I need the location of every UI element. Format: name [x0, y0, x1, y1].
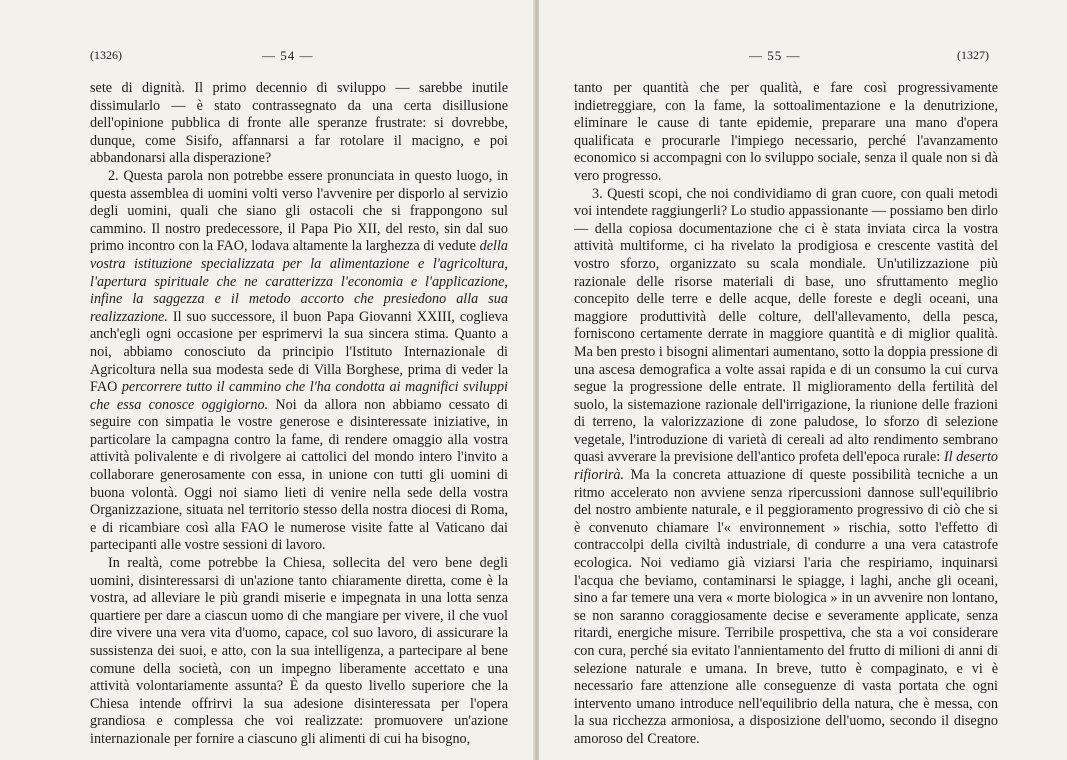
- left-text-column: [90, 80, 508, 749]
- right-page-number: — 55 —: [749, 48, 801, 63]
- body-text: Ma la concreta attuazione di queste possibilità tecniche a un ritmo accelerato non avviene senza ripercussioni dannose sull'equilibrio del nostro ambiente naturale, e il peggioramento progressivo di ciò che si è convenuto chiamare l'« environnement » rischia, sotto l'effetto di contraccolpi della civiltà industriale, di condurre a una vera catastrofe ecologica. Noi vediamo già viziarsi l'aria che respiriamo, inquinarsi l'acqua che beviamo, contaminarsi le spiagge, i laghi, anche gli oceani, sino a far temere una vera « morte biologica » in un avvenire non lontano, se non saranno coraggiosamente decise e severamente applicate, senza ritardi, energiche misure. Terribile prospettiva, che sta a voi considerare con cura, perché sia evitato l'annientamento del frutto di milioni di anni di selezione naturale e umana. In breve, tutto è compaginato, e vi è necessario fare attenzione alle conseguenze di vasta portata che ogni intervento umano introduce nell'equilibrio della natura, che è messa, con la sua ricchezza armoniosa, a disposizione dell'uomo, secondo il disegno amoroso del Creatore.: [574, 467, 998, 747]
- paragraph: [574, 80, 998, 186]
- italic-text: Il deserto rifiorirà.: [574, 449, 998, 484]
- paragraph: [90, 80, 508, 168]
- body-text: Il suo successore, il buon Papa Giovanni XXIII, coglieva anch'egli ogni occasione per esprimervi la sua sincera stima. Quanto a noi, abbiamo conosciuto da principio l'Istituto Internazionale di Agricoltura nella sua modesta sede di Villa Borghese, prima di veder la FAO: [90, 308, 508, 396]
- body-text: 2. Questa parola non potrebbe essere pronunciata in questo luogo, in questa assemblea di uomini volti verso l'avvenire per disporlo al servizio degli uomini, quali che siano gli ostacoli che si frappongono sul cammino. Il nostro predecessore, il Papa Pio XII, del resto, sin dal suo primo incontro con la FAO, lodava altamente la larghezza di vedute: [90, 167, 508, 255]
- body-text: Noi da allora non abbiamo cessato di seguire con simpatia le vostre generose e disinteressate iniziative, in particolare la campagna contro la fame, di rendere omaggio alla vostra attività polivalente e di rivolgere ai cattolici del mondo intero l'invito a collaborare generosamente con essa, in unione con tutti gli uomini di buona volontà. Oggi noi siamo lieti di venire nella sede della vostra Organizzazione, situata nel territorio stesso della nostra diocesi di Roma, e di ricambiare così alla FAO le numerose visite fatte al Vaticano dai partecipanti alle vostre sessioni di lavoro.: [90, 396, 508, 554]
- body-text: 3. Questi scopi, che noi condividiamo di gran cuore, con quali metodi voi intendete raggiungerli? Lo studio appassionante — possiamo ben dirlo — della copiosa documentazione che ci è stata inviata circa la vostra attività multiforme, ci ha rivelato la prodigiosa e crescente vastità del vostro sforzo, organizzato su scala mondiale. Un'utilizzazione più razionale delle risorse materiali di base, uno sfruttamento meglio concepito delle terre e delle acque, delle foreste e degli oceani, una maggiore produttività delle colture, dell'allevamento, della pesca, forniscono certamente derrate in maggiore quantità e di miglior qualità. Ma ben presto i bisogni alimentari aumentano, sotto la doppia pressione di una ascesa demografica a volte assai rapida e di un consumo la cui curva segue la progressione delle entrate. Il miglioramento della fertilità del suolo, la sistemazione razionale dell'irrigazione, la riunione delle frazioni di terreno, la valorizzazione di zone paludose, lo sforzo di selezione vegetale, l'introduzione di varietà di cereali ad alto rendimento sembrano quasi avverare la previsione dell'antico profeta dell'epoca rurale:: [574, 185, 998, 466]
- right-page: [539, 0, 1067, 760]
- right-doc-number: (1327): [957, 48, 989, 62]
- paragraph: [90, 555, 508, 749]
- left-doc-number: (1326): [90, 48, 122, 62]
- paragraph: [574, 186, 998, 749]
- right-text-column: [574, 80, 998, 749]
- paragraph: [90, 168, 508, 555]
- italic-text: percorrere tutto il cammino che l'ha condotta ai magnifici sviluppi che essa conosce oggigiorno.: [90, 379, 508, 413]
- italic-text: della vostra istituzione specializzata per la alimentazione e l'agricoltura, l'apertura spirituale che ne caratterizza l'economia e l'applicazione, infine la saggezza e il metodo accorto che presiedono alla sua realizzazione.: [90, 238, 508, 325]
- body-text: sete di dignità. Il primo decennio di sviluppo — sarebbe inutile dissimularlo — è stato contrassegnato da una certa disillusione dell'opinione pubblica di fronte alle speranze frustrate: si dovrebbe, dunque, come Sisifo, affannarsi a far rotolare il macigno, e poi abbandonarsi alla disperazione?: [90, 80, 508, 167]
- body-text: tanto per quantità che per qualità, e fare così progressivamente indietreggiare, con la fame, la sottoalimentazione e la denutrizione, eliminare le cause di tante epidemie, preparare una mano d'opera qualificata e procurarle l'impiego necessario, perché l'avanzamento economico si accompagni con lo sviluppo sociale, senza il quale non si dà vero progresso.: [574, 80, 998, 184]
- left-page-number: — 54 —: [262, 48, 314, 63]
- body-text: In realtà, come potrebbe la Chiesa, sollecita del vero bene degli uomini, disinteressarsi di un'azione tanto chiaramente diretta, come è la vostra, ad alleviare le più grandi miserie e impegnata in una lotta senza quartiere per dare a ciascun uomo di che mangiare per vivere, il che vuol dire vivere una vera vita d'uomo, capace, col suo lavoro, di assicurare la sussistenza dei suoi, e atto, con la sua intelligenza, a partecipare al bene comune della società, con un impegno liberamente accettato e una attività volontariamente assunta? È da questo livello superiore che la Chiesa intende offrirvi la sua adesione disinteressata per l'opera grandiosa e complessa che voi realizzate: promuovere un'azione internazionale per fornire a ciascuno gli alimenti di cui ha bisogno,: [90, 555, 508, 747]
